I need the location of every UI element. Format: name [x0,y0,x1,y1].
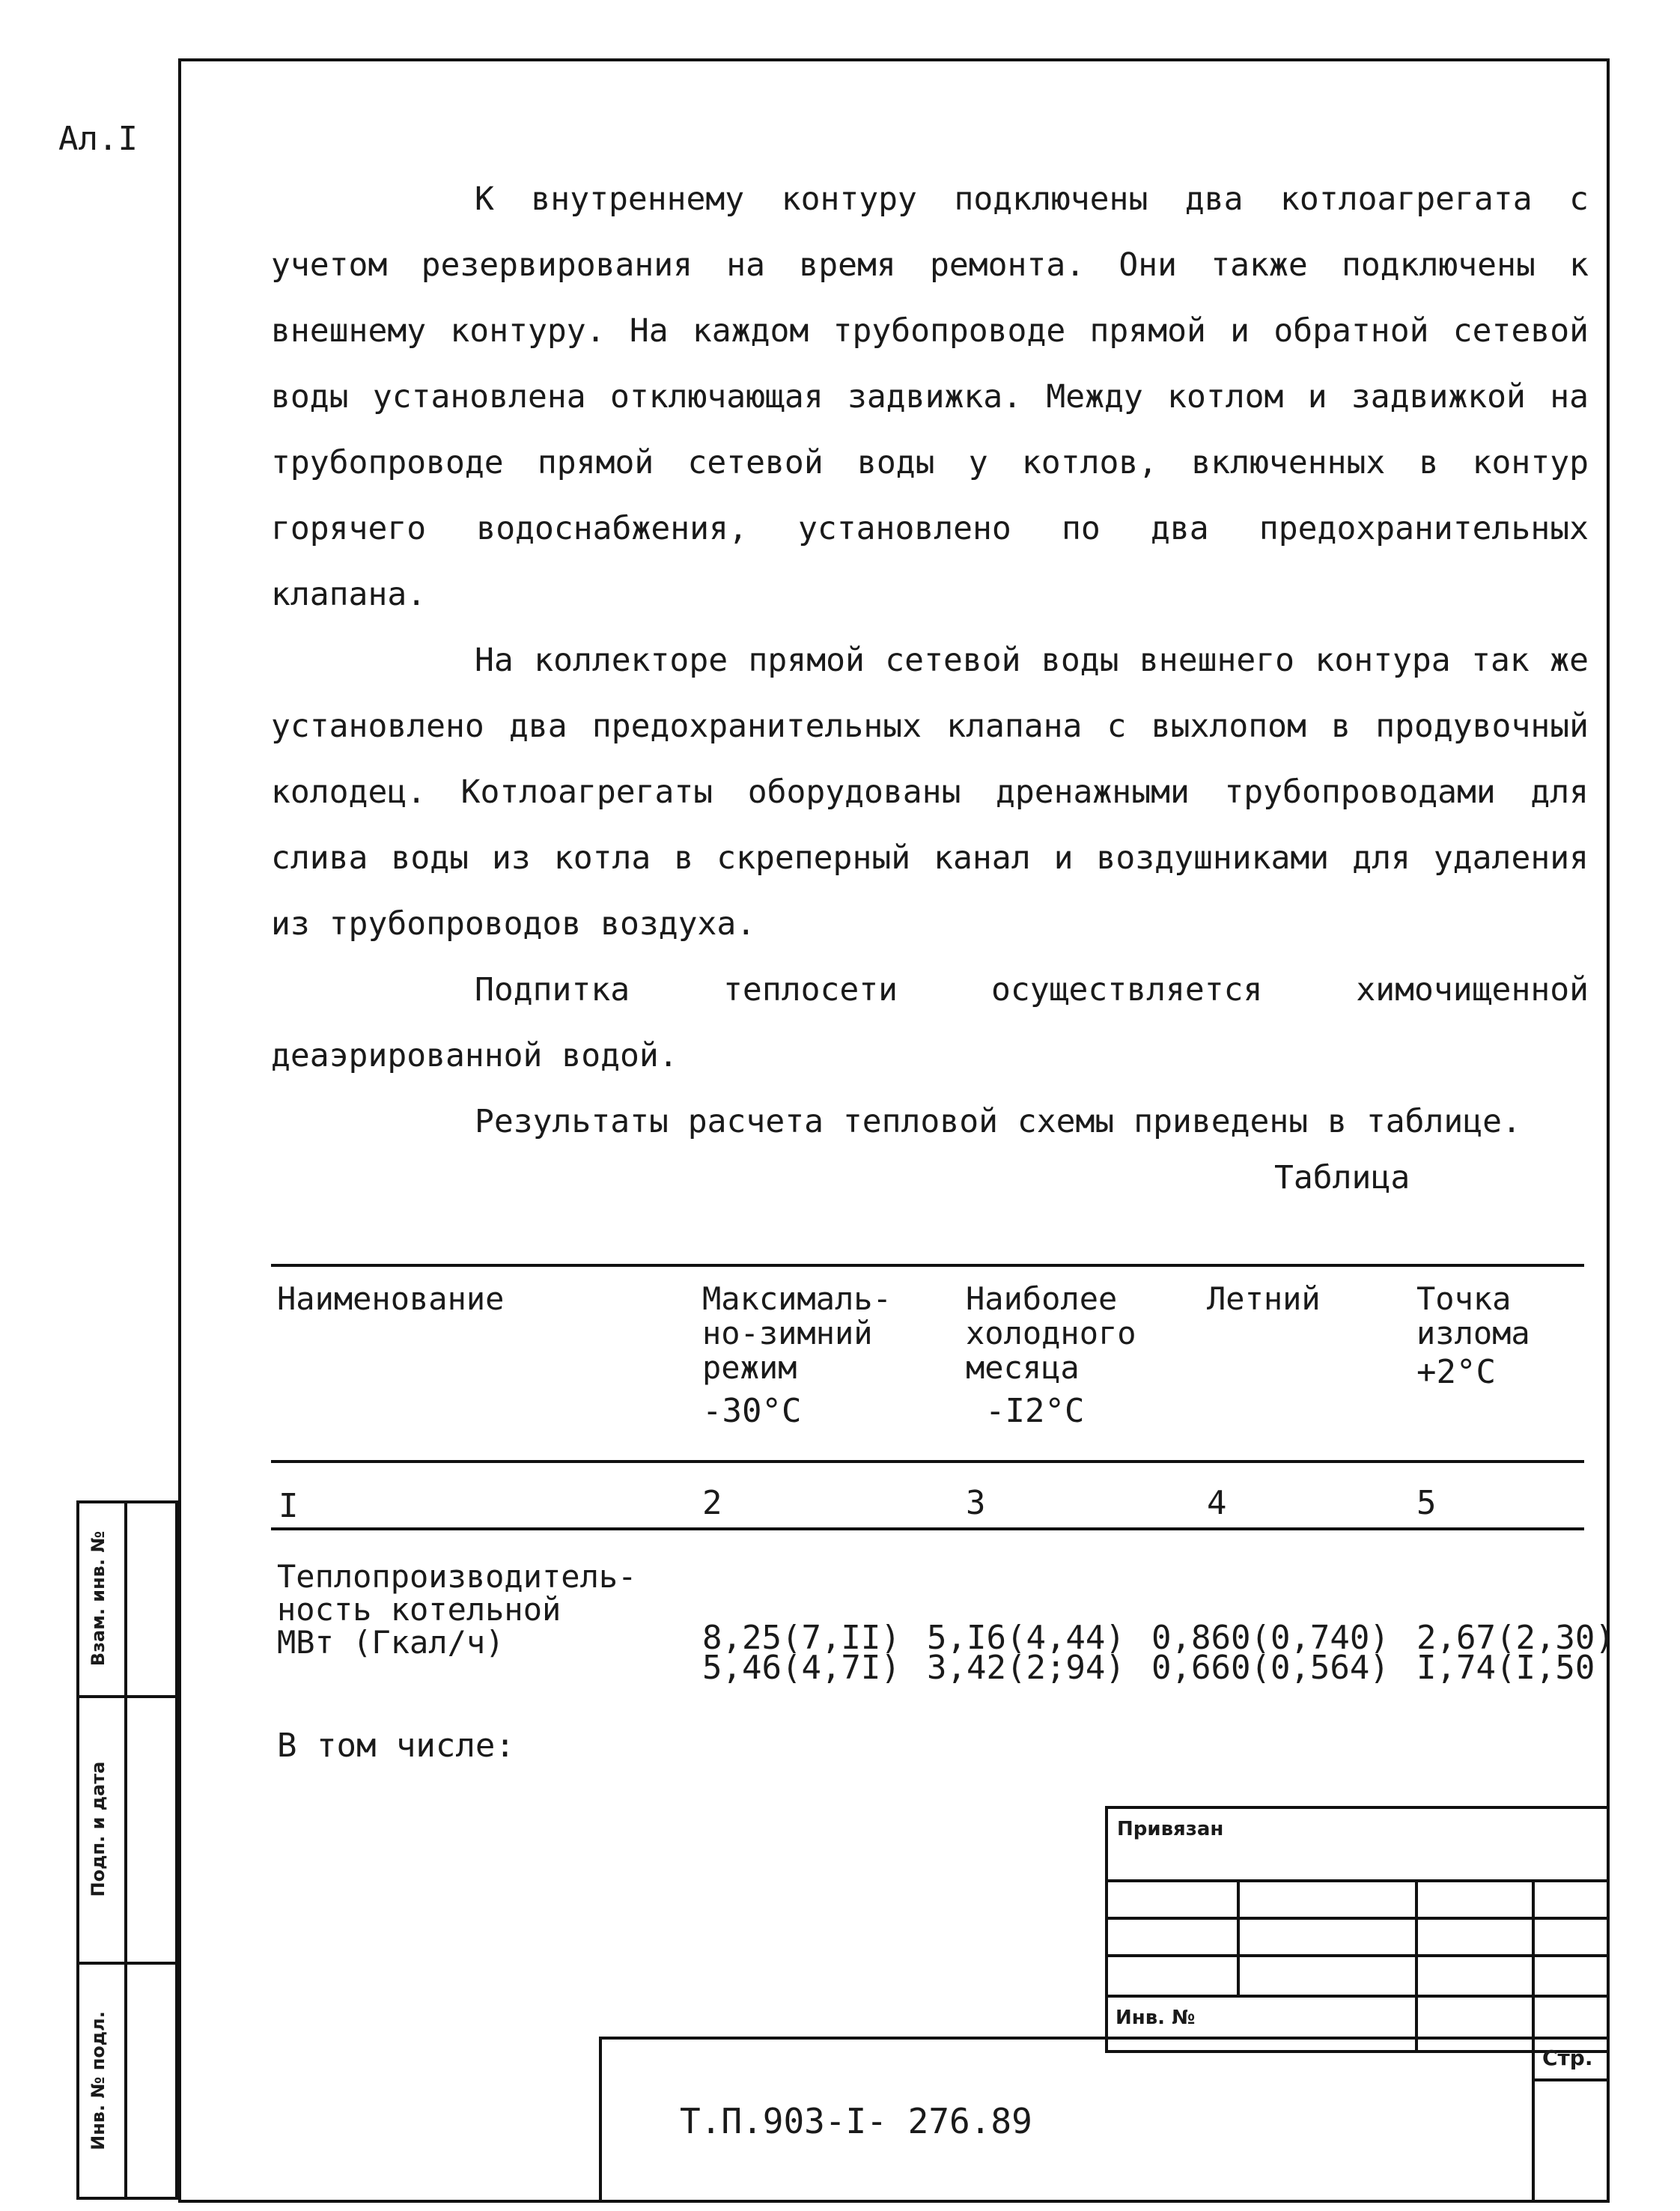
linked-label: Привязан [1117,1818,1224,1840]
header-break-point: Точка излома [1416,1280,1530,1351]
table-top-rule [271,1264,1584,1267]
paragraph-2: На коллекторе прямой сетевой воды внешнего контура так же установлено два предохранительных клапана с выхлопом в продувочный колодец. Котлоагрегаты оборудованы дренажными трубопроводами для слива воды из котла в скреперный канал и воздушниками для удаления из трубопроводов воздуха. [271,642,1589,943]
linked-col-1 [1237,1879,1240,1995]
value-r1-c3: 5,I6(4,44) [927,1619,1125,1657]
side-stamp-divider [124,1500,127,2200]
header-temp-2: -I2°C [985,1392,1085,1430]
sheet-label: Ал.I [58,120,138,158]
side-stamp-rule-2 [76,1962,178,1965]
header-temp-1: -30°C [702,1392,802,1430]
table-header-rule [271,1460,1584,1463]
table-numbers-rule [271,1527,1584,1530]
header-name: Наименование [277,1280,505,1317]
side-label-original-inv: Инв. № подл. [88,2011,109,2150]
value-r1-c2: 8,25(7,II) [702,1619,901,1657]
header-temp-3: +2°C [1416,1353,1496,1391]
linked-col-3 [1532,1879,1535,2053]
value-r1-c4: 0,860(0,740) [1151,1619,1390,1657]
col-number-3: 3 [966,1484,986,1522]
value-r1-c5: 2,67(2,30) [1416,1619,1615,1657]
side-stamp-rule-1 [76,1695,178,1698]
side-label-sign-date: Подп. и дата [88,1761,109,1897]
col-number-2: 2 [702,1484,722,1522]
page-label: Стр. [1542,2046,1593,2070]
paragraph-3: Подпитка теплосети осуществляется химочищенной деаэрированной водой. [271,971,1589,1074]
title-page-rule [1532,2078,1610,2081]
col-number-4: 4 [1207,1484,1227,1522]
value-r2-c5: I,74(I,50 [1416,1649,1595,1687]
row-label: Теплопроизводитель- ность котельной МВт (Гкал/ч) [277,1558,637,1661]
value-r2-c2: 5,46(4,7I) [702,1649,901,1687]
body-text [271,166,1589,1155]
document-code: Т.П.903-I- 276.89 [680,2101,1032,2141]
header-max-winter: Максималь- но-зимний режим [702,1280,892,1386]
header-summer: Летний [1207,1280,1321,1317]
col-number-1: I [279,1487,299,1525]
value-r2-c3: 3,42(2;94) [927,1649,1125,1687]
inv-label: Инв. № [1116,2007,1196,2029]
paragraph-1: К внутреннему контуру подключены два котлоагрегата с учетом резервирования на время ремонта. Они также подключены к внешнему контуру. На каждом трубопроводе прямой и обратной сетевой воды установлена отключающая задвижка. Между котлом и задвижкой на трубопроводе прямой сетевой воды у котлов, включенных в контур горячего водоснабжения, установлено по два предохранительных клапана. [271,180,1589,613]
header-coldest-month: Наиболее холодного месяца [966,1280,1136,1386]
table-caption: Таблица [1274,1159,1410,1196]
col-number-5: 5 [1416,1484,1437,1522]
table-note: В том числе: [277,1727,515,1765]
paragraph-4: Результаты расчета тепловой схемы приведены в таблице. [475,1103,1521,1140]
side-label-replaced-inv: Взам. инв. № [88,1530,109,1667]
value-r2-c4: 0,660(0,564) [1151,1649,1390,1687]
linked-col-2 [1415,1879,1418,2053]
title-page-divider [1532,2037,1535,2203]
